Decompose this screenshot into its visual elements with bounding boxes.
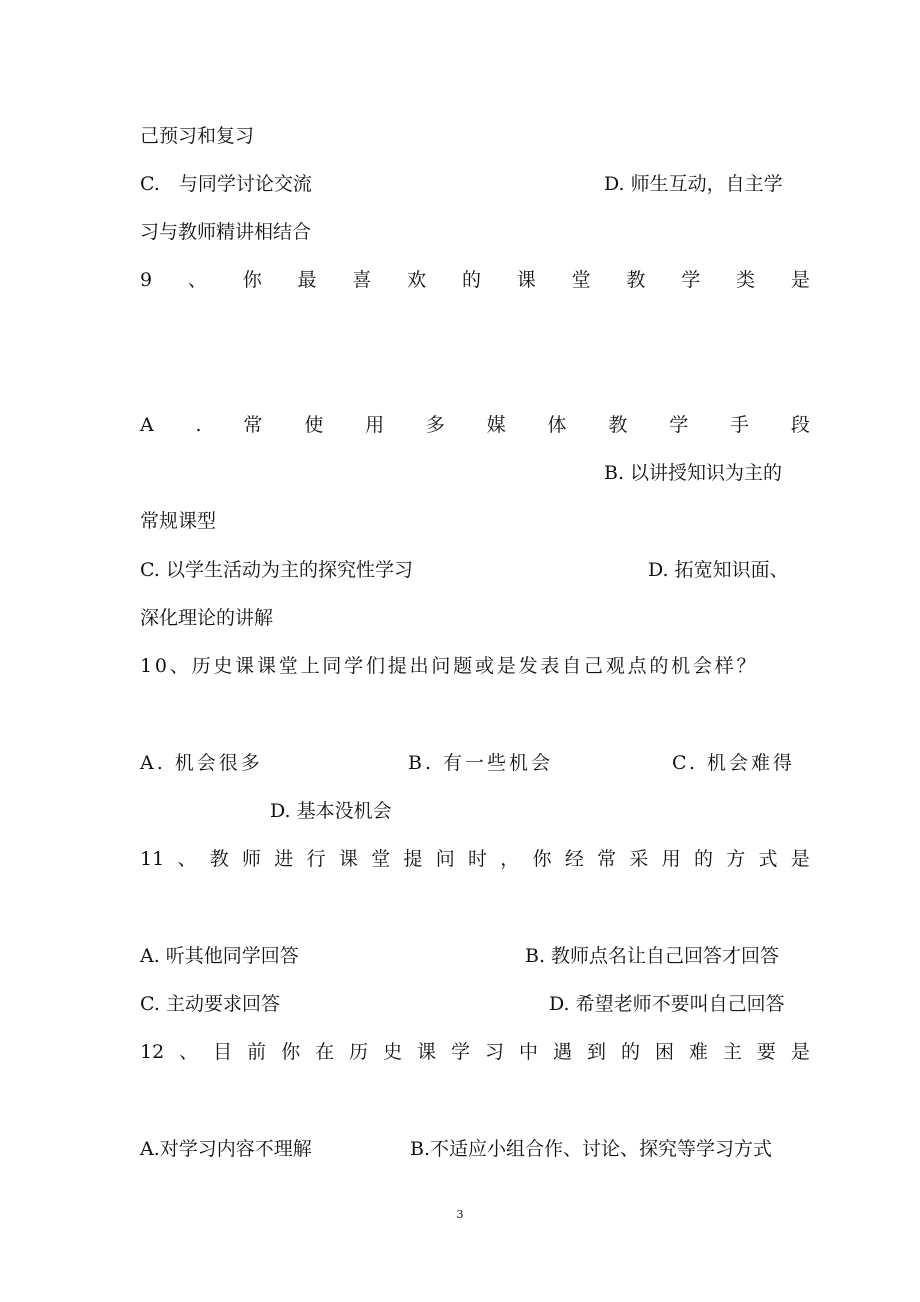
q11-option-d: D. 希望老师不要叫自己回答: [549, 993, 785, 1015]
justified-char: 常: [597, 848, 617, 870]
justified-char: 是: [790, 269, 810, 291]
justified-char: 问: [435, 848, 455, 870]
justified-char: 行: [306, 848, 326, 870]
justified-char: A: [140, 414, 154, 436]
justified-char: 遇: [552, 1041, 572, 1063]
q10-option-c: C. 机会难得: [672, 752, 795, 774]
q10-option-a: A. 机会很多: [140, 752, 263, 774]
q8-option-d-continuation: 习与教师精讲相结合: [140, 221, 312, 243]
justified-char: 常: [243, 414, 263, 436]
justified-char: 学: [681, 269, 701, 291]
q9-option-d-continuation: 深化理论的讲解: [140, 607, 274, 629]
justified-char: 体: [547, 414, 567, 436]
q10-stem: 10、历史课课堂上同学们提出问题或是发表自己观点的机会样？: [140, 655, 759, 677]
justified-char: 欢: [407, 269, 427, 291]
justified-char: 到: [586, 1041, 606, 1063]
justified-char: 的: [693, 848, 713, 870]
page-number: 3: [456, 1208, 464, 1221]
justified-char: 时: [467, 848, 487, 870]
q11-stem: [140, 847, 810, 871]
justified-char: 教: [626, 269, 646, 291]
justified-char: 式: [758, 848, 778, 870]
justified-char: 多: [425, 414, 445, 436]
justified-char: 堂: [371, 848, 391, 870]
justified-char: 、: [177, 848, 197, 870]
justified-char: 进: [274, 848, 294, 870]
justified-char: 是: [790, 848, 810, 870]
q12-option-a: A.对学习内容不理解: [140, 1138, 312, 1160]
justified-char: 11: [140, 848, 165, 870]
justified-char: 主: [722, 1041, 742, 1063]
q10-option-d: D. 基本没机会: [270, 800, 392, 822]
justified-char: 用: [661, 848, 681, 870]
justified-char: 课: [338, 848, 358, 870]
justified-char: 使: [304, 414, 324, 436]
justified-char: 目: [213, 1041, 233, 1063]
justified-char: 采: [629, 848, 649, 870]
q9-option-b: B. 以讲授知识为主的: [604, 462, 783, 484]
justified-char: 史: [383, 1041, 403, 1063]
justified-char: 方: [726, 848, 746, 870]
justified-char: 要: [756, 1041, 776, 1063]
q12-stem: [140, 1040, 810, 1064]
justified-char: 段: [790, 414, 810, 436]
justified-char: 教: [209, 848, 229, 870]
q12-option-b: B.不适应小组合作、讨论、探究等学习方式: [410, 1138, 773, 1160]
justified-char: 的: [620, 1041, 640, 1063]
justified-char: .: [195, 414, 202, 436]
justified-char: 难: [688, 1041, 708, 1063]
justified-char: 12: [140, 1041, 165, 1063]
justified-char: 你: [532, 848, 552, 870]
q9-stem: [140, 268, 810, 292]
q8-option-b-continuation: 己预习和复习: [140, 125, 255, 147]
justified-char: 课: [516, 269, 536, 291]
justified-char: 课: [417, 1041, 437, 1063]
justified-char: 历: [349, 1041, 369, 1063]
justified-char: 师: [242, 848, 262, 870]
justified-char: 提: [403, 848, 423, 870]
q10-option-b: B. 有一些机会: [408, 752, 554, 774]
justified-char: 经: [564, 848, 584, 870]
justified-char: 中: [519, 1041, 539, 1063]
justified-char: 类: [736, 269, 756, 291]
justified-char: 、: [179, 1041, 199, 1063]
justified-char: 困: [654, 1041, 674, 1063]
justified-char: 是: [790, 1041, 810, 1063]
justified-char: 你: [281, 1041, 301, 1063]
q9-option-d: D. 拓宽知识面、: [648, 559, 789, 581]
justified-char: ，: [500, 848, 520, 870]
justified-char: 学: [451, 1041, 471, 1063]
justified-char: 最: [297, 269, 317, 291]
q9-option-c: C. 以学生活动为主的探究性学习: [140, 559, 413, 581]
q11-option-c: C. 主动要求回答: [140, 993, 280, 1015]
justified-char: 、: [187, 269, 207, 291]
q8-option-c: C. 与同学讨论交流: [140, 173, 312, 195]
justified-char: 手: [730, 414, 750, 436]
justified-char: 喜: [352, 269, 372, 291]
q11-option-a: A. 听其他同学回答: [140, 945, 299, 967]
justified-char: 用: [365, 414, 385, 436]
justified-char: 9: [140, 269, 153, 291]
justified-char: 前: [247, 1041, 267, 1063]
justified-char: 在: [315, 1041, 335, 1063]
justified-char: 堂: [571, 269, 591, 291]
justified-char: 的: [461, 269, 481, 291]
justified-char: 媒: [486, 414, 506, 436]
q9-option-b-continuation: 常规课型: [140, 510, 217, 532]
justified-char: 习: [485, 1041, 505, 1063]
q8-option-d: D. 师生互动，自主学: [604, 173, 783, 195]
justified-char: 你: [242, 269, 262, 291]
justified-char: 教: [608, 414, 628, 436]
justified-char: 学: [669, 414, 689, 436]
q11-option-b: B. 教师点名让自己回答才回答: [525, 945, 780, 967]
q9-option-a: [140, 413, 810, 437]
